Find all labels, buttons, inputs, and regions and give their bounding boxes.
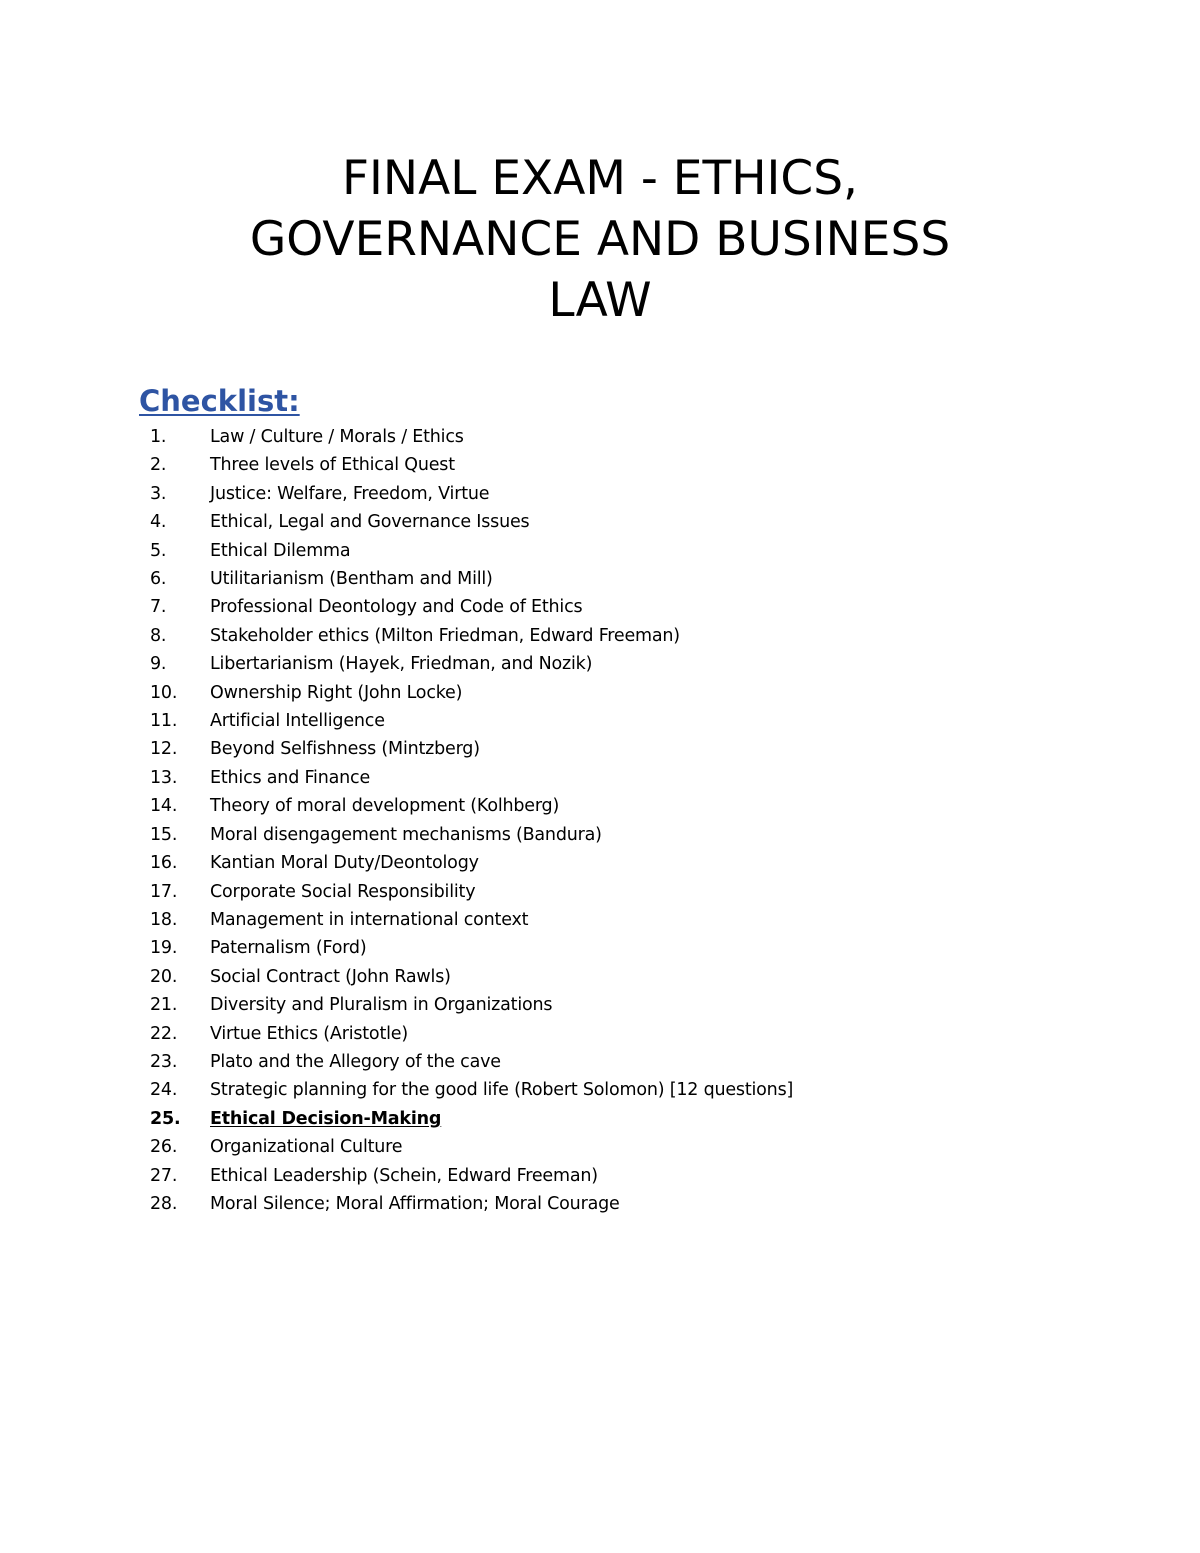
item-text: Kantian Moral Duty/Deontology — [210, 853, 479, 874]
item-text: Professional Deontology and Code of Ethics — [210, 597, 583, 618]
checklist-item — [150, 565, 793, 593]
checklist-item-highlighted — [150, 1105, 793, 1133]
item-text: Corporate Social Responsibility — [210, 881, 476, 902]
item-number: 12. — [150, 739, 178, 760]
item-text: Ethical Leadership (Schein, Edward Freeman) — [210, 1165, 598, 1186]
item-number: 25. — [150, 1108, 181, 1129]
item-text: Ethical Dilemma — [210, 540, 351, 561]
document-title — [150, 148, 1050, 331]
item-text: Libertarianism (Hayek, Friedman, and Nozik) — [210, 654, 593, 675]
item-number: 21. — [150, 995, 178, 1016]
checklist-item — [150, 1076, 793, 1104]
item-number: 23. — [150, 1051, 178, 1072]
checklist-item — [150, 622, 793, 650]
item-number: 4. — [150, 512, 167, 533]
item-number: 14. — [150, 796, 178, 817]
item-number: 22. — [150, 1023, 178, 1044]
item-number: 2. — [150, 455, 167, 476]
item-text: Virtue Ethics (Aristotle) — [210, 1023, 408, 1044]
item-text: Moral disengagement mechanisms (Bandura) — [210, 824, 602, 845]
item-number: 27. — [150, 1165, 178, 1186]
checklist-item — [150, 650, 793, 678]
item-number: 5. — [150, 540, 167, 561]
item-text: Ethics and Finance — [210, 767, 371, 788]
item-number: 11. — [150, 711, 178, 732]
item-text: Paternalism (Ford) — [210, 938, 367, 959]
item-number: 18. — [150, 909, 178, 930]
item-text: Plato and the Allegory of the cave — [210, 1051, 501, 1072]
item-text: Theory of moral development (Kolhberg) — [210, 796, 560, 817]
checklist-item — [150, 537, 793, 565]
checklist-item — [150, 1020, 793, 1048]
checklist-item — [150, 451, 793, 479]
item-number: 16. — [150, 853, 178, 874]
checklist-item — [150, 1190, 793, 1218]
checklist-item — [150, 508, 793, 536]
checklist-item — [150, 1048, 793, 1076]
item-text: Moral Silence; Moral Affirmation; Moral Courage — [210, 1193, 620, 1214]
item-number: 10. — [150, 682, 178, 703]
item-text: Law / Culture / Morals / Ethics — [210, 427, 464, 447]
checklist-item — [150, 735, 793, 763]
item-number: 17. — [150, 881, 178, 902]
item-number: 7. — [150, 597, 167, 618]
item-number: 19. — [150, 938, 178, 959]
title-line: FINAL EXAM - ETHICS, — [342, 151, 858, 206]
checklist-item — [150, 423, 793, 451]
checklist-item — [150, 906, 793, 934]
item-text: Ethical, Legal and Governance Issues — [210, 512, 530, 533]
checklist-heading: Checklist: — [139, 384, 300, 418]
checklist-item — [150, 963, 793, 991]
checklist-item — [150, 707, 793, 735]
checklist-item — [150, 593, 793, 621]
item-text: Justice: Welfare, Freedom, Virtue — [210, 483, 490, 504]
checklist-item — [150, 821, 793, 849]
item-number: 6. — [150, 569, 167, 590]
title-line: LAW — [548, 273, 652, 328]
item-text: Organizational Culture — [210, 1137, 403, 1158]
checklist-item — [150, 764, 793, 792]
checklist — [150, 423, 793, 1218]
checklist-item — [150, 934, 793, 962]
item-number: 26. — [150, 1137, 178, 1158]
item-number: 15. — [150, 824, 178, 845]
checklist-item — [150, 878, 793, 906]
item-text: Strategic planning for the good life (Robert Solomon) [12 questions] — [210, 1080, 794, 1101]
item-number: 3. — [150, 483, 167, 504]
item-number: 13. — [150, 767, 178, 788]
item-number: 1. — [150, 427, 167, 447]
item-text: Ownership Right (John Locke) — [210, 682, 463, 703]
checklist-item — [150, 1133, 793, 1161]
item-text: Three levels of Ethical Quest — [210, 455, 455, 476]
item-text: Stakeholder ethics (Milton Friedman, Edward Freeman) — [210, 625, 680, 646]
item-text: Social Contract (John Rawls) — [210, 966, 451, 987]
item-text: Management in international context — [210, 909, 529, 930]
item-number: 8. — [150, 625, 167, 646]
checklist-item — [150, 679, 793, 707]
item-text: Artificial Intelligence — [210, 711, 385, 732]
item-number: 24. — [150, 1080, 178, 1101]
title-line: GOVERNANCE AND BUSINESS — [249, 212, 951, 267]
checklist-item — [150, 480, 793, 508]
item-number: 28. — [150, 1193, 178, 1214]
checklist-item — [150, 849, 793, 877]
checklist-item — [150, 792, 793, 820]
item-text: Beyond Selfishness (Mintzberg) — [210, 739, 480, 760]
item-text: Ethical Decision-Making — [210, 1108, 442, 1129]
item-number: 20. — [150, 966, 178, 987]
item-text: Diversity and Pluralism in Organizations — [210, 995, 553, 1016]
item-number: 9. — [150, 654, 167, 675]
checklist-item — [150, 1162, 793, 1190]
item-text: Utilitarianism (Bentham and Mill) — [210, 569, 493, 590]
checklist-item — [150, 991, 793, 1019]
